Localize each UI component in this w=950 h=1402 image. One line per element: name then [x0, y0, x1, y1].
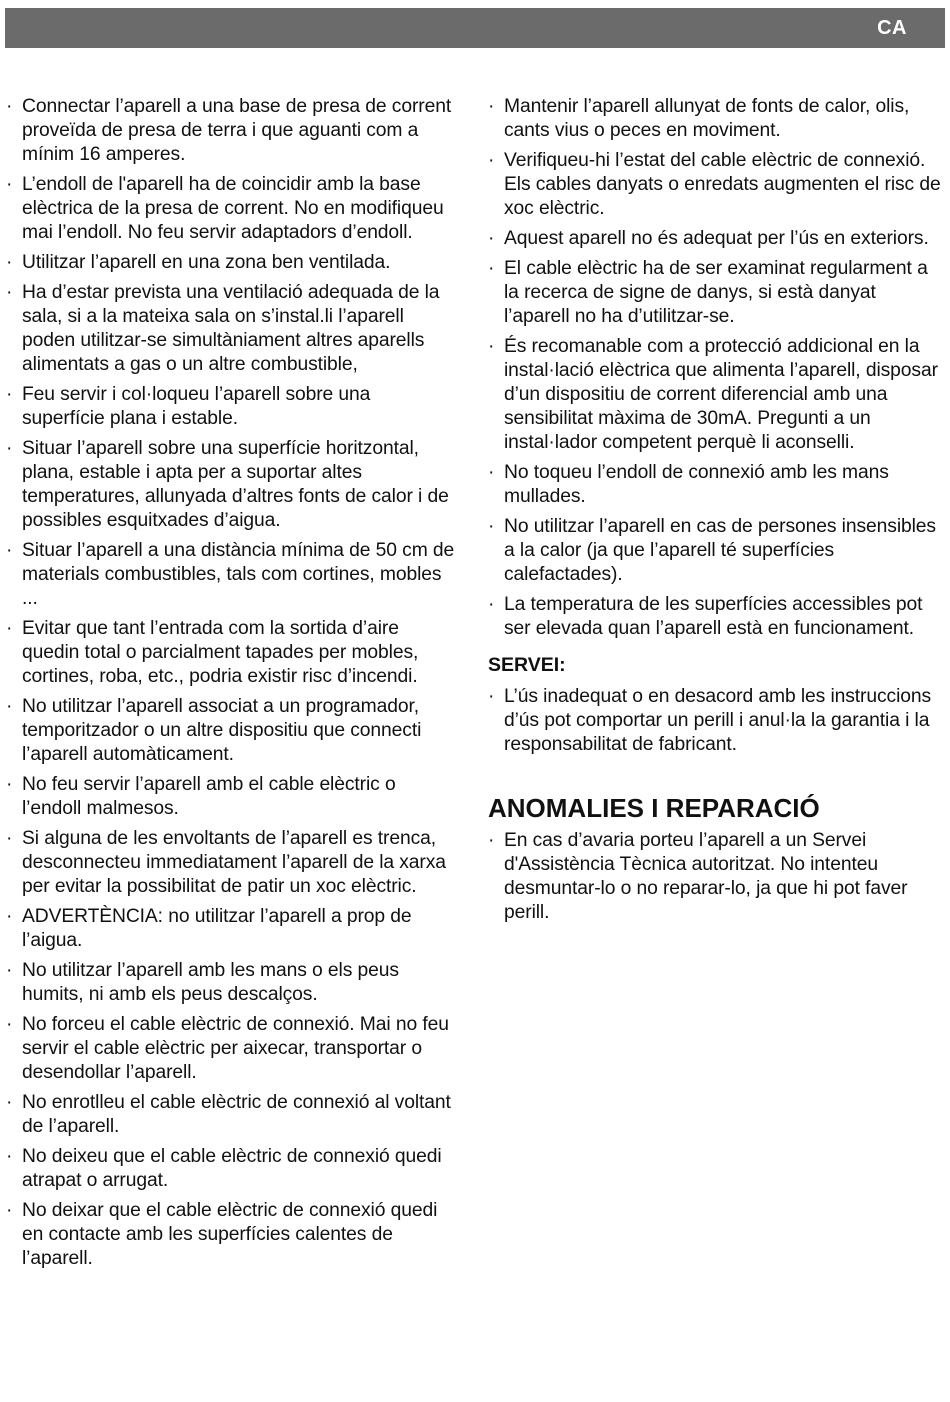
bullet: ·	[488, 228, 495, 249]
anomalies-list	[488, 829, 944, 925]
safety-list-right	[488, 95, 944, 641]
list-item	[6, 959, 458, 1007]
list-item-text: Situar l’aparell a una distància mínima de 50 cm de materials combustibles, tals com cortines, mobles ...	[22, 540, 455, 609]
bullet: ·	[6, 1146, 13, 1167]
list-item	[6, 1199, 458, 1271]
list-item	[488, 461, 944, 509]
list-item	[6, 905, 458, 953]
list-item-text: ADVERTÈNCIA: no utilitzar l’aparell a prop de l’aigua.	[22, 906, 412, 951]
right-column	[488, 95, 944, 931]
list-item-text: Utilitzar l’aparell en una zona ben ventilada.	[22, 252, 391, 273]
bullet: ·	[6, 174, 13, 195]
header-bar	[5, 8, 945, 48]
list-item-text: No utilitzar l’aparell en cas de persones insensibles a la calor (ja que l’aparell té superfícies calefactades).	[504, 516, 936, 585]
list-item-text: Aquest aparell no és adequat per l’ús en exteriors.	[504, 228, 929, 249]
list-item	[6, 281, 458, 377]
list-item	[6, 773, 458, 821]
list-item	[488, 335, 944, 455]
list-item-text: Ha d’estar prevista una ventilació adequada de la sala, si a la mateixa sala on s’instal.li l’aparell poden utilitzar-se simultàniament altres aparells alimentats a gas o un altre combustible,	[22, 282, 440, 375]
list-item-text: El cable elèctric ha de ser examinat regularment a la recerca de signe de danys, si està danyat l’aparell no ha d’utilitzar-se.	[504, 258, 928, 327]
list-item	[6, 695, 458, 767]
bullet: ·	[488, 258, 495, 279]
list-item-text: No toqueu l’endoll de connexió amb les mans mullades.	[504, 462, 889, 507]
list-item-text: Evitar que tant l’entrada com la sortida d’aire quedin total o parcialment tapades per mobles, cortines, roba, etc., podria existir risc d’incendi.	[22, 618, 419, 687]
list-item	[488, 593, 944, 641]
bullet: ·	[6, 1014, 13, 1035]
bullet: ·	[488, 594, 495, 615]
bullet: ·	[6, 1092, 13, 1113]
servei-list	[488, 685, 944, 757]
left-column	[6, 95, 458, 1277]
bullet: ·	[6, 384, 13, 405]
section-heading-anomalies: ANOMALIES I REPARACIÓ	[488, 793, 820, 823]
list-item	[488, 685, 944, 757]
list-item	[6, 383, 458, 431]
list-item	[6, 617, 458, 689]
list-item	[6, 437, 458, 533]
list-item-text: No deixar que el cable elèctric de connexió quedi en contacte amb les superfícies calentes de l’aparell.	[22, 1200, 438, 1269]
list-item	[6, 539, 458, 611]
list-item	[488, 515, 944, 587]
list-item	[6, 95, 458, 167]
bullet: ·	[6, 828, 13, 849]
language-code: CA	[877, 17, 907, 39]
list-item-text: És recomanable com a protecció addicional en la instal·lació elèctrica que alimenta l’aparell, disposar d’un dispositiu de corrent diferencial amb una sensibilitat màxima de 30mA. Pregunti a un instal·lador competent perquè li aconselli.	[504, 336, 938, 453]
bullet: ·	[6, 540, 13, 561]
list-item-text: L’endoll de l'aparell ha de coincidir amb la base elèctrica de la presa de corrent. No en modifiqueu mai l’endoll. No feu servir adaptadors d’endoll.	[22, 174, 444, 243]
bullet: ·	[488, 462, 495, 483]
bullet: ·	[488, 96, 495, 117]
bullet: ·	[488, 686, 495, 707]
list-item	[488, 227, 944, 251]
list-item-text: La temperatura de les superfícies accessibles pot ser elevada quan l’aparell està en funcionament.	[504, 594, 923, 639]
list-item-text: Connectar l’aparell a una base de presa de corrent proveïda de presa de terra i que aguanti com a mínim 16 amperes.	[22, 96, 452, 165]
bullet: ·	[488, 830, 495, 851]
list-item-text: Situar l’aparell sobre una superfície horitzontal, plana, estable i apta per a suportar altes temperatures, allunyada d’altres fonts de calor i de possibles esquitxades d’aigua.	[22, 438, 449, 531]
bullet: ·	[6, 96, 13, 117]
list-item	[6, 1145, 458, 1193]
list-item-text: No utilitzar l’aparell amb les mans o els peus humits, ni amb els peus descalços.	[22, 960, 399, 1005]
list-item	[6, 827, 458, 899]
bullet: ·	[6, 960, 13, 981]
list-item	[6, 1091, 458, 1139]
bullet: ·	[488, 150, 495, 171]
list-item-text: L’ús inadequat o en desacord amb les instruccions d’ús pot comportar un perill i anul·la la garantia i la responsabilitat de fabricant.	[504, 686, 932, 755]
list-item-text: No deixeu que el cable elèctric de connexió quedi atrapat o arrugat.	[22, 1146, 442, 1191]
list-item-text: No enrotlleu el cable elèctric de connexió al voltant de l’aparell.	[22, 1092, 451, 1137]
bullet: ·	[6, 282, 13, 303]
list-item-text: No forceu el cable elèctric de connexió. Mai no feu servir el cable elèctric per aixecar, transportar o desendollar l’aparell.	[22, 1014, 449, 1083]
section-heading-servei: SERVEI:	[488, 654, 566, 676]
list-item	[6, 1013, 458, 1085]
bullet: ·	[6, 696, 13, 717]
bullet: ·	[6, 906, 13, 927]
bullet: ·	[488, 336, 495, 357]
bullet: ·	[6, 252, 13, 273]
list-item	[488, 95, 944, 143]
bullet: ·	[6, 774, 13, 795]
list-item-text: Feu servir i col·loqueu l’aparell sobre una superfície plana i estable.	[22, 384, 371, 429]
list-item	[488, 829, 944, 925]
list-item	[488, 257, 944, 329]
list-item-text: Mantenir l’aparell allunyat de fonts de calor, olis, cants vius o peces en moviment.	[504, 96, 910, 141]
list-item	[6, 251, 458, 275]
bullet: ·	[488, 516, 495, 537]
list-item	[488, 149, 944, 221]
bullet: ·	[6, 1200, 13, 1221]
safety-list-left	[6, 95, 458, 1271]
list-item-text: Si alguna de les envoltants de l’aparell es trenca, desconnecteu immediatament l’aparell de la xarxa per evitar la possibilitat de patir un xoc elèctric.	[22, 828, 446, 897]
list-item-text: No feu servir l’aparell amb el cable elèctric o l’endoll malmesos.	[22, 774, 396, 819]
bullet: ·	[6, 618, 13, 639]
bullet: ·	[6, 438, 13, 459]
list-item-text: No utilitzar l’aparell associat a un programador, temporitzador o un altre dispositiu que connecti l’aparell automàticament.	[22, 696, 422, 765]
list-item-text: Verifiqueu-hi l’estat del cable elèctric de connexió. Els cables danyats o enredats augmenten el risc de xoc elèctric.	[504, 150, 941, 219]
list-item-text: En cas d’avaria porteu l’aparell a un Servei d'Assistència Tècnica autoritzat. No intenteu desmuntar-lo o no reparar-lo, ja que hi pot faver perill.	[504, 830, 908, 923]
list-item	[6, 173, 458, 245]
